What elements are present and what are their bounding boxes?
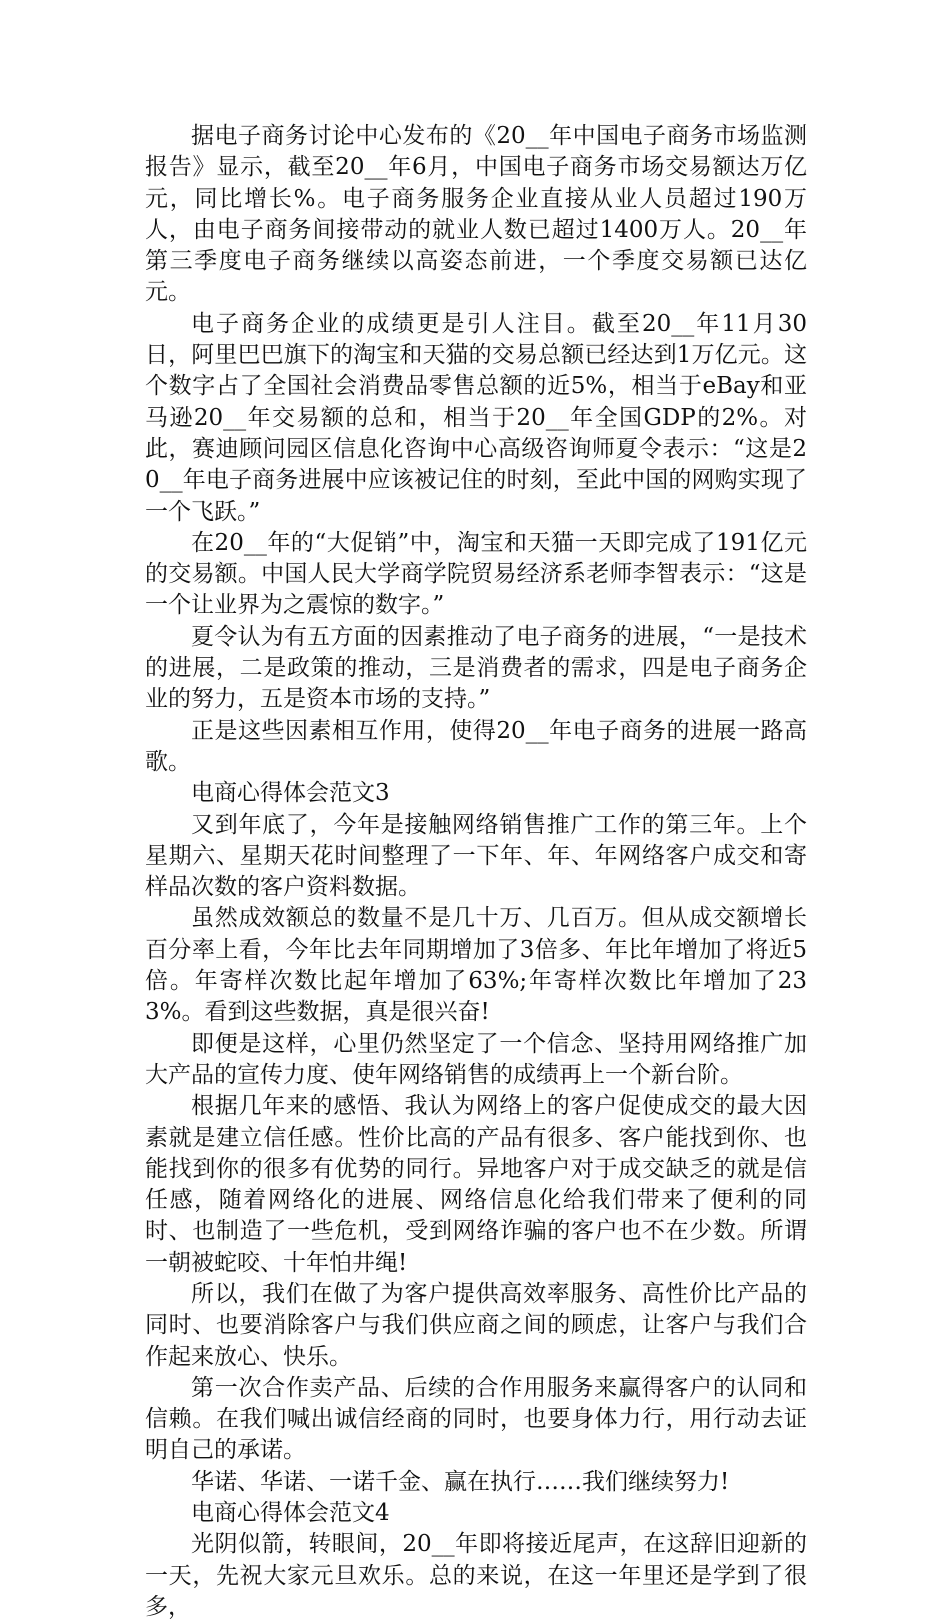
paragraph: 据电子商务讨论中心发布的《20__年中国电子商务市场监测报告》显示，截至20__年6月，中国电子商务市场交易额达万亿元，同比增长%。电子商务服务企业直接从业人员超过190万人，由电子商务间接带动的就业人数已超过1400万人。20__年第三季度电子商务继续以高姿态前进，一个季度交易额已达亿元。 xyxy=(145,123,807,306)
paragraph: 华诺、华诺、一诺千金、赢在执行……我们继续努力! xyxy=(191,1468,730,1495)
paragraph: 夏令认为有五方面的因素推动了电子商务的进展，“一是技术的进展，二是政策的推动，三是消费者的需求，四是电子商务企业的努力，五是资本市场的支持。” xyxy=(145,623,807,713)
paragraph: 在20__年的“大促销”中，淘宝和天猫一天即完成了191亿元的交易额。中国人民大学商学院贸易经济系老师李智表示：“这是一个让业界为之震惊的数字。” xyxy=(145,529,807,619)
document-body xyxy=(145,121,807,1623)
paragraph: 即便是这样，心里仍然坚定了一个信念、坚持用网络推广加大产品的宣传力度、使年网络销售的成绩再上一个新台阶。 xyxy=(145,1030,807,1088)
paragraph: 又到年底了，今年是接触网络销售推广工作的第三年。上个星期六、星期天花时间整理了一下年、年、年网络客户成交和寄样品次数的客户资料数据。 xyxy=(145,811,807,901)
paragraph: 虽然成效额总的数量不是几十万、几百万。但从成交额增长百分率上看，今年比去年同期增加了3倍多、年比年增加了将近5倍。年寄样次数比起年增加了63%;年寄样次数比年增加了233%。看到这些数据，真是很兴奋! xyxy=(145,905,807,1026)
paragraph: 根据几年来的感悟、我认为网络上的客户促使成交的最大因素就是建立信任感。性价比高的产品有很多、客户能找到你、也能找到你的很多有优势的同行。异地客户对于成交缺乏的就是信任感，随着网络化的进展、网络信息化给我们带来了便利的同时、也制造了一些危机，受到网络诈骗的客户也不在少数。所谓一朝被蛇咬、十年怕井绳! xyxy=(145,1093,807,1276)
section-heading: 电商心得体会范文4 xyxy=(191,1500,390,1527)
paragraph: 正是这些因素相互作用，使得20__年电子商务的进展一路高歌。 xyxy=(145,717,807,775)
paragraph: 电子商务企业的成绩更是引人注目。截至20__年11月30日，阿里巴巴旗下的淘宝和天猫的交易总额已经达到1万亿元。这个数字占了全国社会消费品零售总额的近5%，相当于eBay和亚马逊20__年交易额的总和，相当于20__年全国GDP的2%。对此，赛迪顾问园区信息化咨询中心高级咨询师夏令表示：“这是20__年电子商务进展中应该被记住的时刻，至此中国的网购实现了一个飞跃。” xyxy=(145,310,807,525)
paragraph: 第一次合作卖产品、后续的合作用服务来赢得客户的认同和信赖。在我们喊出诚信经商的同时，也要身体力行，用行动去证明自己的承诺。 xyxy=(145,1374,807,1464)
paragraph: 光阴似箭，转眼间，20__年即将接近尾声，在这辞旧迎新的一天，先祝大家元旦欢乐。总的来说，在这一年里还是学到了很多， xyxy=(145,1531,807,1620)
section-heading: 电商心得体会范文3 xyxy=(191,780,390,807)
paragraph: 所以，我们在做了为客户提供高效率服务、高性价比产品的同时、也要消除客户与我们供应商之间的顾虑，让客户与我们合作起来放心、快乐。 xyxy=(145,1280,807,1370)
